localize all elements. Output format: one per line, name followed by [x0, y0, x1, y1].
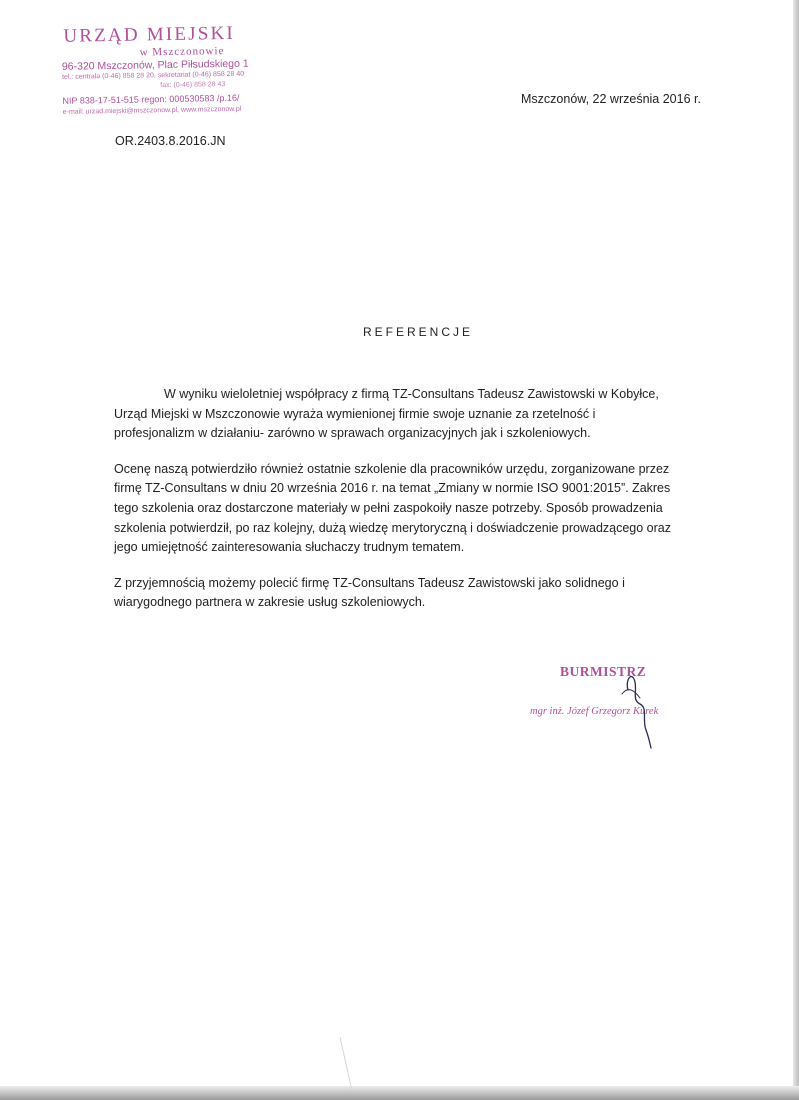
signature-block [520, 660, 710, 750]
stamp-fax: fax: (0-46) 858 28 43 [160, 81, 226, 90]
signatory-name: mgr inż. Józef Grzegorz Kurek [530, 706, 659, 717]
stamp-email: e-mail: urzad.miejski@mszczonow.pl, www.mszczonow.pl [62, 105, 242, 116]
scan-edge-bottom [0, 1086, 799, 1100]
scan-edge-right [793, 0, 799, 1100]
paragraph-3: Z przyjemnością możemy polecić firmę TZ-Consultans Tadeusz Zawistowski jako solidnego i wiarygodnego partnera w zakresie usług szkoleniowych. [114, 575, 625, 610]
document-title: REFERENCJE [363, 325, 474, 339]
stamp-address: 96-320 Mszczonów, Plac Piłsudskiego 1 [61, 57, 249, 73]
stamp-phones: tel.: centrala (0-46) 858 28 20, sekretariat (0-46) 858 28 40 [62, 70, 245, 81]
stamp-subtitle: w Mszczonowie [139, 45, 225, 59]
office-stamp [57, 20, 281, 124]
reference-number: OR.2403.8.2016.JN [115, 134, 226, 148]
stamp-nip: NIP 838-17-51-515 regon: 000530583 /p.16/ [62, 92, 240, 106]
place-date: Mszczonów, 22 września 2016 r. [521, 92, 701, 106]
handwritten-signature [610, 660, 670, 750]
letter-body [114, 385, 674, 629]
stamp-title: URZĄD MIEJSKI [63, 22, 236, 47]
paragraph-1: W wyniku wieloletniej współpracy z firmą TZ-Consultans Tadeusz Zawistowski w Kobyłce, Urząd Miejski w Mszczonowie wyraża wymienionej firmie swoje uznanie za rzetelność i profesjonalizm w działaniu- zarówno w sprawach organizacyjnych jak i szkoleniowych. [114, 387, 659, 441]
signatory-title: BURMISTRZ [560, 664, 647, 679]
paragraph-2: Ocenę naszą potwierdziło również ostatnie szkolenie dla pracowników urzędu, zorganizowane przez firmę TZ-Consultans w dniu 20 września 2016 r. na temat „Zmiany w normie ISO 9001:2015”. Zakres tego szkolenia oraz dostarczone materiały w pełni zaspokoiły nasze potrzeby. Sposób prowadzenia szkolenia potwierdził, po raz kolejny, dużą wiedzę merytoryczną i doświadczenie prowadzącego oraz jego umiejętność zainteresowania słuchaczy trudnym tematem. [114, 461, 671, 555]
paper-fold-mark [330, 1035, 360, 1095]
